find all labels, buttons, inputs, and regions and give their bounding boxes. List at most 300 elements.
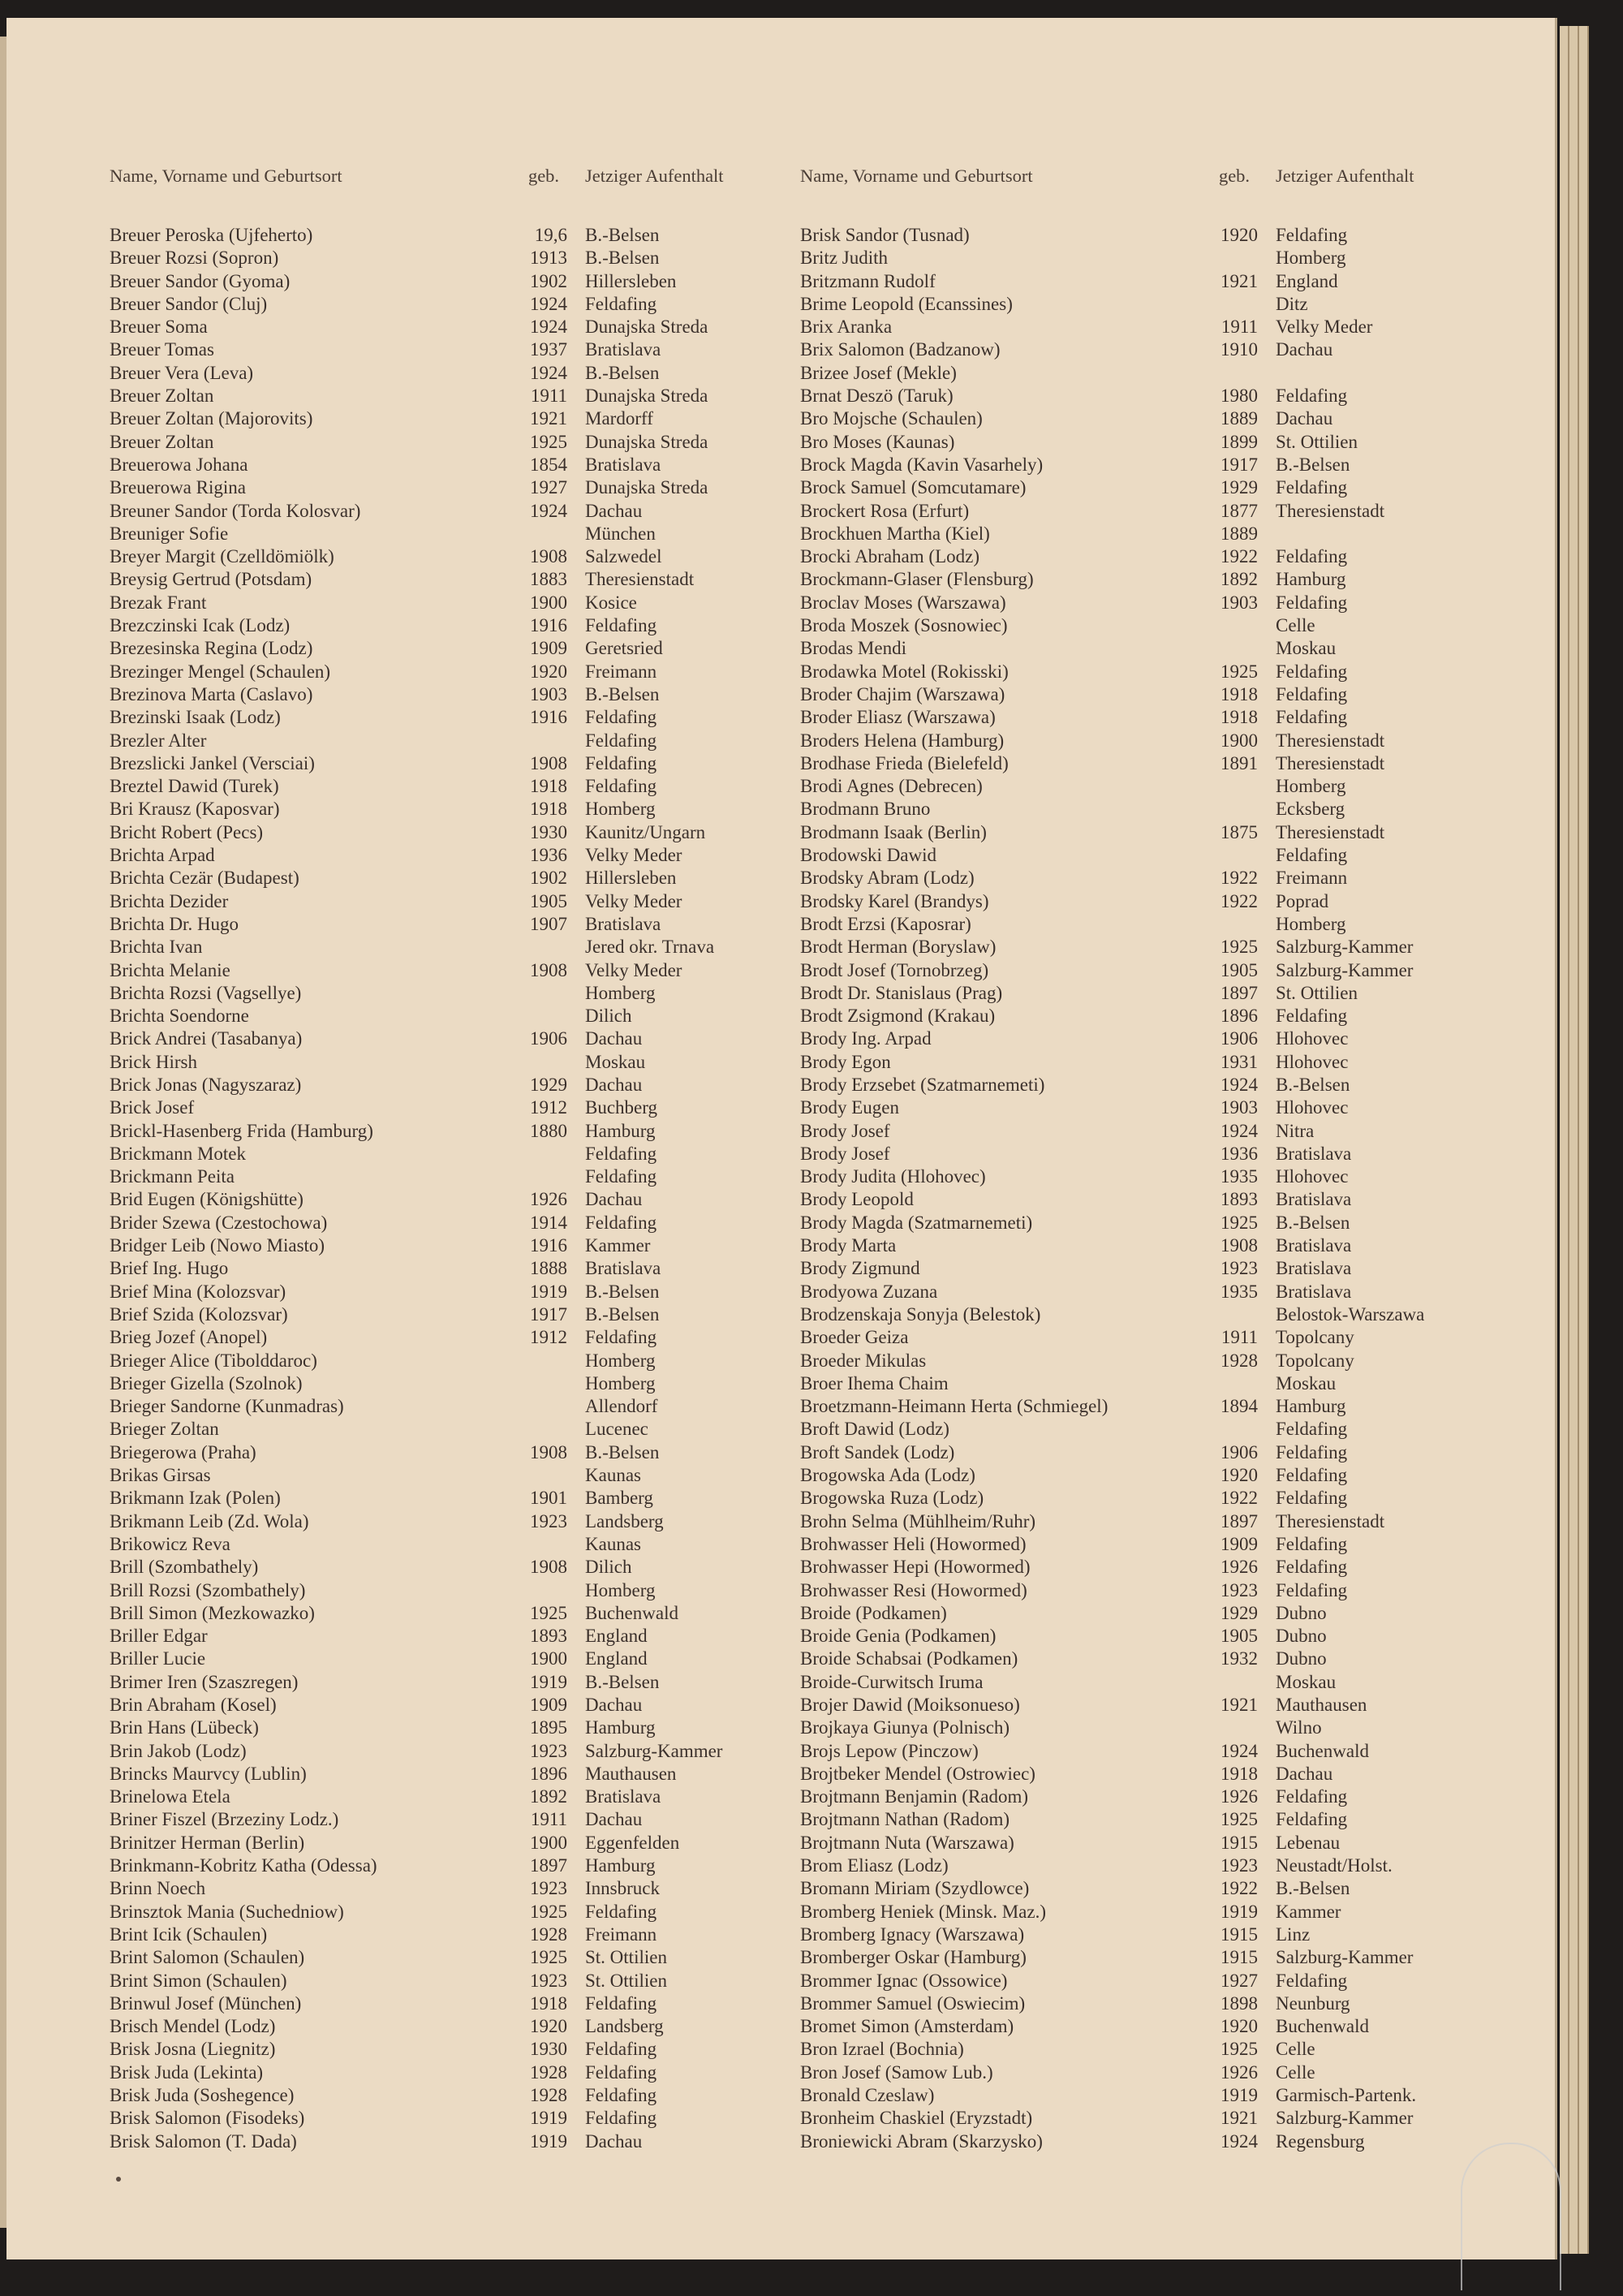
entry-residence: Celle [1276,2061,1315,2083]
entry-residence: England [585,1626,648,1647]
entry-residence: Allendorf [585,1396,658,1417]
header-born: geb. [527,166,560,186]
entry-name: Brockhuen Martha (Kiel) [800,523,990,544]
entry-residence: Feldafing [1276,1809,1348,1830]
entry-name: Bricht Robert (Pecs) [110,821,264,842]
entry-name: Brickl-Hasenberg Frida (Hamburg) [110,1120,373,1141]
entry-name: Breuer Rozsi (Sopron) [110,248,279,269]
entry-name: Brinsztok Mania (Suchedniow) [110,1901,344,1922]
entry-residence: Theresienstadt [1276,500,1385,521]
entry-name: Brojtmann Benjamin (Radom) [800,1786,1029,1807]
entry-name: Breztel Dawid (Turek) [110,776,279,797]
entry-residence: Feldafing [1276,683,1348,704]
entry-born: 1909 [530,638,567,659]
entry-born: 1929 [1220,477,1258,498]
header-name: Name, Vorname und Geburtsort [800,166,1033,186]
entry-name: Brodt Zsigmond (Krakau) [800,1006,996,1027]
entry-born: 1924 [530,317,567,338]
entry-residence: Bamberg [585,1488,653,1509]
entry-residence: Buchberg [585,1097,658,1118]
entry-born: 1916 [530,615,567,636]
entry-born: 1906 [530,1028,567,1049]
entry-name: Brody Judita (Hlohovec) [800,1166,986,1187]
entry-name: Bron Josef (Samow Lub.) [800,2061,993,2083]
entry-name: Breuer Sandor (Gyoma) [110,270,291,291]
entry-born: 1915 [1220,1832,1258,1853]
entry-born: 1905 [1220,959,1258,980]
entry-born: 1923 [530,1740,567,1761]
entry-residence: England [585,1648,648,1669]
entry-residence: Kaunitz/Ungarn [585,821,706,842]
entry-residence: Lebenau [1276,1832,1341,1853]
page-edge [1560,26,1569,2254]
entry-name: Brody Zigmund [800,1258,920,1279]
entry-name: Brodmann Isaak (Berlin) [800,821,987,842]
entry-name: Brieger Sandorne (Kunmadras) [110,1396,344,1417]
entry-residence: Dunajska Streda [585,477,708,498]
entry-name: Breysig Gertrud (Potsdam) [110,569,312,590]
entry-residence: Moskau [1276,1671,1337,1692]
entry-residence: Homberg [585,1579,656,1600]
entry-name: Brezinger Mengel (Schaulen) [110,661,331,682]
header-residence: Jetziger Aufenthalt [585,166,724,186]
entry-residence: Feldafing [585,2039,657,2060]
entry-residence: Hlohovec [1276,1166,1349,1187]
entry-born: 1903 [1220,592,1258,613]
entry-born: 1923 [1220,1579,1258,1600]
entry-residence: B.-Belsen [1276,454,1350,475]
entry-residence: Freimann [585,1923,657,1945]
entry-born: 1899 [1220,431,1258,452]
entry-name: Breuer Soma [110,317,208,338]
entry-residence: Feldafing [585,776,657,797]
entry-born: 1936 [1220,1143,1258,1164]
entry-name: Brohwasser Hepi (Howormed) [800,1557,1031,1578]
entry-residence: Bratislava [585,1258,661,1279]
entry-born: 1889 [1220,408,1258,429]
entry-born: 1919 [1220,1901,1258,1922]
entry-born: 1911 [1220,1327,1258,1348]
entry-residence: Buchenwald [585,1602,678,1623]
entry-name: Brodawka Motel (Rokisski) [800,661,1009,682]
entry-born: 1907 [530,913,567,934]
entry-residence: Theresienstadt [1276,730,1385,751]
entry-name: Brikas Girsas [110,1465,211,1486]
entry-residence: Bratislava [1276,1281,1352,1302]
entry-born: 1924 [530,293,567,314]
entry-name: Brint Simon (Schaulen) [110,1970,287,1991]
entry-name: Brody Josef [800,1143,890,1164]
entry-born: 1918 [530,1992,567,2014]
entry-residence: Salzburg-Kammer [1276,937,1414,958]
entry-name: Brickmann Peita [110,1166,235,1187]
entry-born: 1921 [1220,1695,1258,1715]
entry-name: Brichta Arpad [110,845,215,866]
entry-name: Brodzenskaja Sonyja (Belestok) [800,1303,1041,1325]
entry-residence: Feldafing [1276,225,1348,245]
entry-born: 1928 [1220,1350,1258,1371]
entry-born: 1902 [530,270,567,291]
entry-name: Brock Samuel (Somcutamare) [800,477,1027,498]
entry-born: 1925 [530,1901,567,1922]
entry-name: Brichta Ivan [110,937,203,958]
entry-residence: Kosice [585,592,637,613]
entry-residence: Bratislava [585,1786,661,1807]
entry-name: Broda Moszek (Sosnowiec) [800,615,1008,636]
entry-born: 1895 [530,1717,567,1738]
page-edge [1569,26,1579,2254]
entry-residence: England [1276,270,1338,291]
entry-born: 1919 [530,1671,567,1692]
entry-born: 1892 [1220,569,1258,590]
entry-name: Broder Chajim (Warszawa) [800,683,1005,704]
entry-born: 1925 [1220,2039,1258,2060]
entry-born: 1892 [530,1786,567,1807]
entry-residence: Freimann [1276,868,1348,889]
entry-name: Breuerowa Rigina [110,477,246,498]
entry-born: 1920 [1220,225,1258,245]
entry-name: Broft Dawid (Lodz) [800,1419,949,1440]
entry-residence: Feldafing [585,1992,657,2014]
entry-born: 1919 [1220,2085,1258,2106]
entry-name: Brinkmann-Kobritz Katha (Odessa) [110,1855,377,1876]
entry-residence: Feldafing [585,2108,657,2129]
entry-name: Brick Andrei (Tasabanya) [110,1028,303,1049]
entry-residence: Feldafing [585,752,657,773]
entry-residence: Dachau [1276,1763,1333,1784]
entry-residence: Dachau [585,2130,643,2152]
entry-name: Breuerowa Johana [110,454,248,475]
entry-name: Brogowska Ruza (Lodz) [800,1488,984,1509]
entry-residence: Lucenec [585,1419,648,1440]
entry-born: 1897 [1220,1510,1258,1531]
entry-born: 1931 [1220,1051,1258,1072]
entry-born: 1932 [1220,1648,1258,1669]
entry-born: 1915 [1220,1923,1258,1945]
entry-residence: Theresienstadt [1276,1510,1385,1531]
entry-residence: B.-Belsen [585,1441,660,1462]
entry-residence: Mardorff [585,408,653,429]
entry-name: Brichta Soendorne [110,1006,249,1027]
entry-name: Brief Mina (Kolozsvar) [110,1281,286,1302]
entry-born: 1908 [530,959,567,980]
entry-residence: Dubno [1276,1626,1327,1647]
entry-residence: Velky Meder [585,845,682,866]
entry-residence: Innsbruck [585,1878,660,1899]
entry-residence: Garmisch-Partenk. [1276,2085,1417,2106]
entry-residence: Bratislava [585,454,661,475]
entry-residence: Kaunas [585,1465,641,1486]
entry-residence: Homberg [585,1372,656,1394]
entry-born: 1854 [530,454,567,475]
entry-residence: Dubno [1276,1648,1327,1669]
entry-born: 1924 [1220,1074,1258,1095]
entry-residence: Landsberg [585,2016,664,2037]
entry-name: Breuer Vera (Leva) [110,362,254,383]
entry-name: Brincks Maurvcy (Lublin) [110,1763,307,1784]
entry-born: 1903 [1220,1097,1258,1118]
entry-name: Breuner Sandor (Torda Kolosvar) [110,500,361,521]
entry-name: Briner Fiszel (Brzeziny Lodz.) [110,1809,339,1830]
header-born: geb. [1218,166,1251,186]
entry-born: 1927 [530,477,567,498]
entry-residence: Hillersleben [585,270,677,291]
entry-name: Brnat Deszö (Taruk) [800,386,954,407]
entry-residence: Hamburg [585,1717,656,1738]
entry-born: 1924 [530,500,567,521]
entry-name: Brin Abraham (Kosel) [110,1695,277,1715]
entry-name: Brisch Mendel (Lodz) [110,2016,276,2037]
entry-name: Breuer Sandor (Cluj) [110,293,268,314]
entry-residence: Homberg [585,982,656,1003]
page-edge [1579,26,1589,2254]
entry-residence: B.-Belsen [585,683,660,704]
entry-name: Brezinova Marta (Caslavo) [110,683,313,704]
entry-name: Breyer Margit (Czelldömiölk) [110,546,334,567]
entry-born: 1923 [530,1510,567,1531]
entry-name: Brojtmann Nathan (Radom) [800,1809,1010,1830]
entry-residence: Feldafing [1276,477,1348,498]
entry-born: 1900 [530,1832,567,1853]
entry-born: 1880 [530,1120,567,1141]
entry-name: Bronald Czeslaw) [800,2085,935,2106]
entry-residence: Hillersleben [585,868,677,889]
entry-residence: Dachau [1276,408,1333,429]
entry-name: Brojs Lepow (Pinczow) [800,1740,979,1761]
entry-residence: B.-Belsen [585,1281,660,1302]
entry-name: Breuer Zoltan [110,386,214,407]
entry-residence: Feldafing [585,707,657,728]
entry-name: Broder Eliasz (Warszawa) [800,707,996,728]
entry-name: Brojtbeker Mendel (Ostrowiec) [800,1763,1035,1784]
entry-name: Brisk Salomon (Fisodeks) [110,2108,305,2129]
entry-name: Brojtmann Nuta (Warszawa) [800,1832,1014,1853]
entry-residence: Dachau [585,1695,643,1715]
entry-born: 1900 [530,592,567,613]
entry-born: 1925 [1220,937,1258,958]
entry-name: Brief Ing. Hugo [110,1258,229,1279]
entry-residence: Bratislava [1276,1258,1352,1279]
entry-born: 1917 [1220,454,1258,475]
entry-residence: Celle [1276,2039,1315,2060]
entry-name: Brockmann-Glaser (Flensburg) [800,569,1034,590]
entry-residence: Feldafing [585,2085,657,2106]
entry-name: Brieg Jozef (Anopel) [110,1327,268,1348]
entry-residence: Feldafing [585,1901,657,1922]
entry-born: 1925 [530,1602,567,1623]
entry-residence: Bratislava [1276,1189,1352,1210]
entry-name: Brick Josef [110,1097,195,1118]
entry-born: 1929 [1220,1602,1258,1623]
entry-name: Brieger Zoltan [110,1419,219,1440]
entry-name: Brikmann Izak (Polen) [110,1488,281,1509]
entry-name: Bromberg Ignacy (Warszawa) [800,1923,1025,1945]
entry-residence: Homberg [585,1350,656,1371]
entry-name: Broft Sandek (Lodz) [800,1441,955,1462]
entry-name: Brody Egon [800,1051,891,1072]
entry-born: 1912 [530,1097,567,1118]
entry-name: Brojkaya Giunya (Polnisch) [800,1717,1010,1738]
entry-name: Brichta Dr. Hugo [110,913,239,934]
entry-born: 1908 [530,546,567,567]
entry-born: 1898 [1220,1992,1258,2014]
entry-born: 1917 [530,1303,567,1325]
entry-born: 1900 [1220,730,1258,751]
entry-name: Brider Szewa (Czestochowa) [110,1212,328,1233]
entry-born: 1889 [1220,523,1258,544]
entry-name: Brodi Agnes (Debrecen) [800,776,983,797]
entry-residence: Dachau [585,1074,643,1095]
entry-born: 1922 [1220,1878,1258,1899]
entry-born: 1900 [530,1648,567,1669]
entry-name: Brodyowa Zuzana [800,1281,938,1302]
entry-residence: Jered okr. Trnava [585,937,715,958]
entry-residence: Homberg [585,799,656,820]
entry-born: 1923 [1220,1855,1258,1876]
entry-born: 1926 [1220,1786,1258,1807]
entry-born: 19,6 [534,225,567,245]
entry-born: 1908 [530,752,567,773]
entry-name: Britzmann Rudolf [800,270,936,291]
entry-name: Brodhase Frieda (Bielefeld) [800,752,1009,773]
entry-born: 1908 [530,1557,567,1578]
entry-name: Brime Leopold (Ecanssines) [800,293,1013,314]
entry-born: 1908 [1220,1235,1258,1256]
entry-residence: Hlohovec [1276,1051,1349,1072]
entry-residence: Homberg [1276,913,1346,934]
entry-born: 1919 [530,2108,567,2129]
entry-residence: Feldafing [1276,1786,1348,1807]
entry-residence: Landsberg [585,1510,664,1531]
entry-residence: Hlohovec [1276,1028,1349,1049]
entry-residence: Moskau [1276,1372,1337,1394]
entry-residence: St. Ottilien [585,1947,667,1968]
entry-residence: Salzburg-Kammer [1276,959,1414,980]
entry-born: 1908 [530,1441,567,1462]
entry-name: Brieger Alice (Tibolddaroc) [110,1350,317,1371]
entry-name: Broide Genia (Podkamen) [800,1626,997,1647]
entry-residence: Feldafing [1276,1441,1348,1462]
entry-name: Brisk Juda (Soshegence) [110,2085,295,2106]
entry-name: Brikowicz Reva [110,1533,230,1554]
entry-residence: Regensburg [1276,2130,1365,2152]
entry-name: Breuer Zoltan (Majorovits) [110,408,313,429]
entry-born: 1920 [530,661,567,682]
entry-residence: Feldafing [585,1212,657,1233]
entry-born: 1920 [1220,1465,1258,1486]
entry-born: 1918 [530,799,567,820]
entry-born: 1926 [530,1189,567,1210]
entry-residence: Feldafing [1276,845,1348,866]
entry-residence: Topolcany [1276,1327,1354,1348]
entry-name: Brinn Noech [110,1878,206,1899]
entry-residence: Feldafing [1276,1970,1348,1991]
page-mark [116,2177,121,2182]
entry-name: Brisk Salomon (T. Dada) [110,2130,297,2152]
header-residence: Jetziger Aufenthalt [1276,166,1414,186]
entry-born: 1901 [530,1488,567,1509]
entry-residence: Dunajska Streda [585,317,708,338]
entry-residence: Dilich [585,1557,632,1578]
entry-name: Breuniger Sofie [110,523,229,544]
entry-born: 1918 [530,776,567,797]
entry-residence: Velky Meder [585,890,682,911]
entry-residence: Salzburg-Kammer [585,1740,723,1761]
entry-born: 1928 [530,2061,567,2083]
entry-born: 1919 [530,2130,567,2152]
entry-residence: Homberg [1276,776,1346,797]
entry-name: Brom Eliasz (Lodz) [800,1855,949,1876]
entry-residence: Geretsried [585,638,663,659]
entry-born: 1915 [1220,1947,1258,1968]
entry-name: Broeder Geiza [800,1327,909,1348]
entry-residence: Feldafing [585,615,657,636]
entry-residence: Bratislava [1276,1235,1352,1256]
entry-residence: Feldafing [1276,1006,1348,1027]
entry-born: 1909 [1220,1533,1258,1554]
entry-name: Broide Schabsai (Podkamen) [800,1648,1018,1669]
entry-name: Brock Magda (Kavin Vasarhely) [800,454,1044,475]
entry-name: Breuer Zoltan [110,431,214,452]
entry-born: 1920 [530,2016,567,2037]
entry-born: 1918 [1220,707,1258,728]
entry-residence: Feldafing [1276,592,1348,613]
entry-residence: St. Ottilien [1276,431,1358,452]
entry-name: Brix Aranka [800,317,893,338]
entry-born: 1924 [530,362,567,383]
entry-residence: Feldafing [585,1166,657,1187]
entry-name: Brinitzer Herman (Berlin) [110,1832,305,1853]
entry-born: 1911 [530,1809,567,1830]
entry-residence: Salzburg-Kammer [1276,2108,1414,2129]
entry-name: Brodt Erzsi (Kaposrar) [800,913,971,934]
entry-born: 1883 [530,569,567,590]
entry-name: Briller Lucie [110,1648,206,1669]
entry-residence: Feldafing [1276,386,1348,407]
entry-residence: Mauthausen [1276,1695,1367,1715]
entry-born: 1925 [1220,1809,1258,1830]
entry-residence: Ditz [1276,293,1308,314]
entry-born: 1897 [1220,982,1258,1003]
entry-name: Broide-Curwitsch Iruma [800,1671,984,1692]
entry-residence: Velky Meder [585,959,682,980]
entry-born: 1916 [530,1235,567,1256]
entry-residence: Feldafing [1276,707,1348,728]
entry-name: Brezak Frant [110,592,207,613]
entry-name: Brick Hirsh [110,1051,197,1072]
entry-born: 1914 [530,1212,567,1233]
entry-born: 1910 [1220,339,1258,360]
entry-residence: Feldafing [585,293,657,314]
entry-residence: Salzburg-Kammer [1276,1947,1414,1968]
entry-born: 1921 [1220,2108,1258,2129]
header-name: Name, Vorname und Geburtsort [110,166,342,186]
entry-born: 1906 [1220,1441,1258,1462]
entry-born: 1922 [1220,868,1258,889]
entry-residence: Celle [1276,615,1315,636]
entry-name: Brogowska Ada (Lodz) [800,1465,975,1486]
entry-residence: Bratislava [1276,1143,1352,1164]
entry-residence: Salzwedel [585,546,662,567]
entry-residence: Neunburg [1276,1992,1350,2014]
entry-name: Brodt Herman (Boryslaw) [800,937,997,958]
entry-residence: Dubno [1276,1602,1327,1623]
entry-born: 1927 [1220,1970,1258,1991]
entry-name: Brezinski Isaak (Lodz) [110,707,281,728]
document-page [6,18,1557,2259]
entry-name: Brint Icik (Schaulen) [110,1923,268,1945]
entry-residence: Kaunas [585,1533,641,1554]
